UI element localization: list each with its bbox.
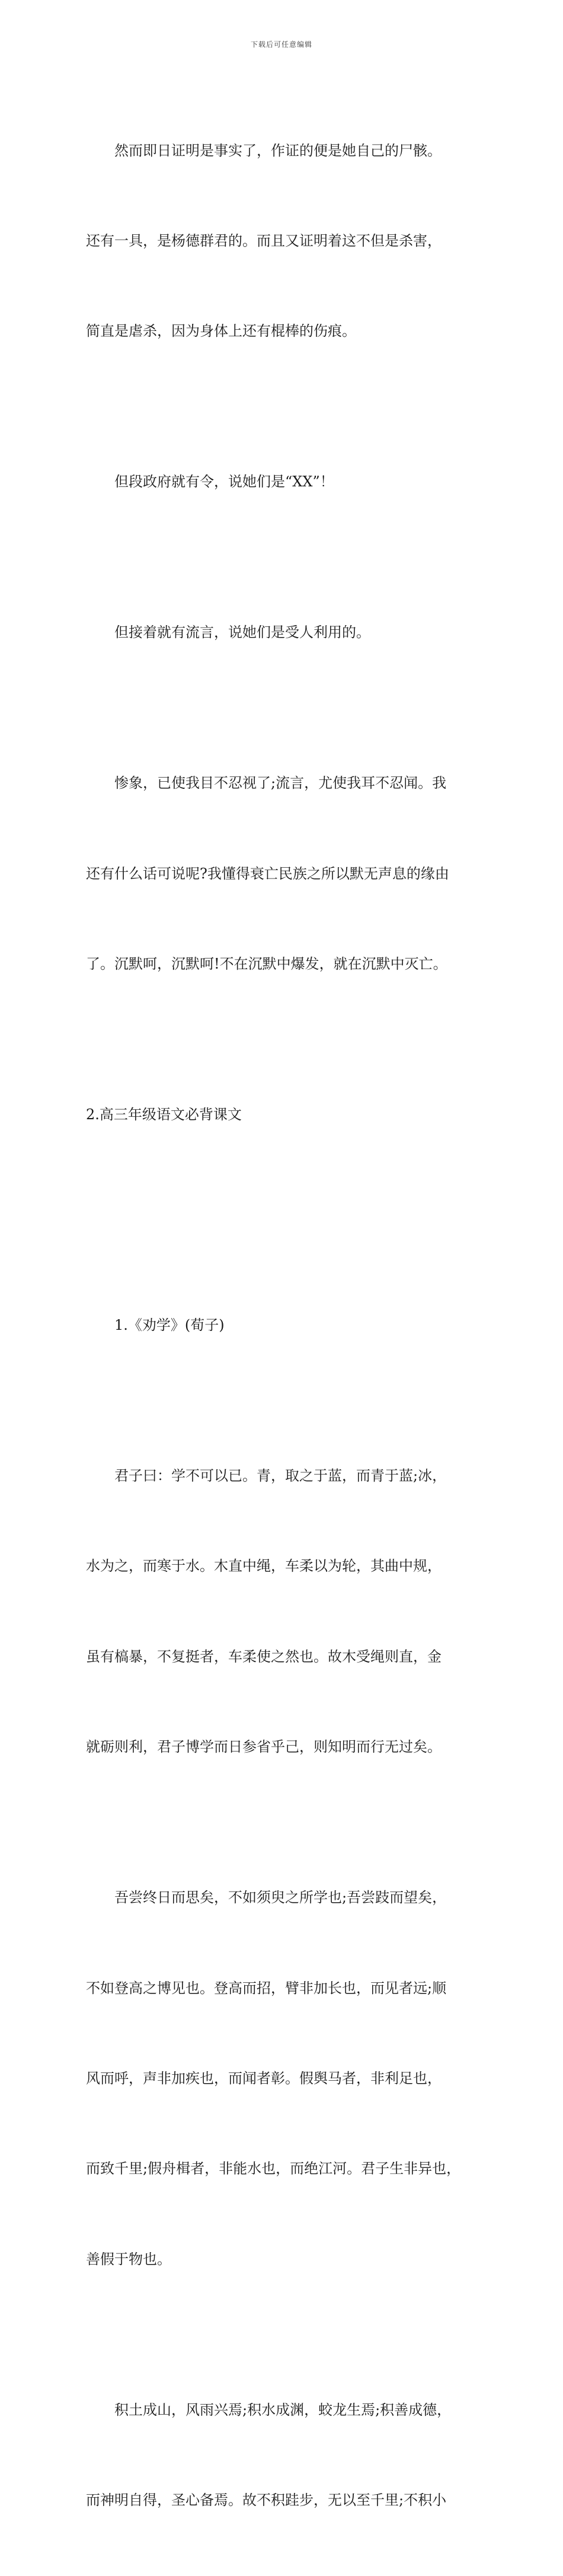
- section-title-text: 2.高三年级语文必背课文: [86, 1106, 242, 1123]
- text-line: 水为之，而寒于水。木直中绳，车柔以为轮，其曲中规，: [86, 1558, 442, 1575]
- paragraph-3: [86, 558, 495, 708]
- document-body: [86, 75, 495, 2576]
- spacer: [86, 1190, 495, 1250]
- text-line: 就砺则利，君子博学而日参省乎己，则知明而行无过矣。: [86, 1738, 442, 1756]
- text-line: 善假于物也。: [86, 2250, 171, 2268]
- text-line: 而神明自得，圣心备焉。故不积跬步，无以至千里;不积小: [86, 2492, 447, 2509]
- text-line: 积土成山，风雨兴焉;积水成渊，蛟龙生焉;积善成德，: [114, 2401, 452, 2418]
- text-line: 而致千里;假舟楫者，非能水也，而绝江河。君子生非异也，: [86, 2160, 461, 2177]
- text-line: 不如登高之博见也。登高而招，臂非加长也，而见者远;顺: [86, 1979, 447, 1997]
- text-line: 简直是虐杀，因为身体上还有棍棒的伤痕。: [86, 323, 356, 340]
- paragraph-2: [86, 407, 495, 558]
- text-line: 还有一具，是杨德群君的。而且又证明着这不但是杀害，: [86, 232, 442, 249]
- section-title: [86, 1040, 495, 1190]
- text-line: 惨象，已使我目不忍视了;流言，尤使我耳不忍闻。我: [114, 775, 447, 792]
- text-line: 虽有槁暴，不复挺者，车柔使之然也。故木受绳则直，金: [86, 1648, 442, 1665]
- text-line: 还有什么话可说呢?我懂得衰亡民族之所以默无声息的缘由: [86, 865, 449, 882]
- text-line: 但段政府就有令，说她们是“XX”！: [114, 473, 334, 491]
- paragraph-1: [86, 75, 495, 407]
- text-line: 君子曰：学不可以已。青，取之于蓝，而青于蓝;冰，: [114, 1467, 447, 1485]
- text-line: 风而呼，声非加疾也，而闻者彰。假舆马者，非利足也，: [86, 2070, 442, 2087]
- text-line: 但接着就有流言，说她们是受人利用的。: [114, 624, 370, 641]
- paragraph-7: [86, 2335, 495, 2575]
- text-line: 吾尝终日而思矣，不如须臾之所学也;吾尝跂而望矣，: [114, 1889, 447, 1906]
- text-line: 了。沉默呵，沉默呵!不在沉默中爆发，就在沉默中灭亡。: [86, 956, 447, 973]
- paragraph-5: [86, 1400, 495, 1822]
- paragraph-4: [86, 708, 495, 1040]
- item-title-text: 1.《劝学》(荀子): [114, 1317, 225, 1334]
- text-line: 然而即日证明是事实了，作证的便是她自己的尸骸。: [114, 142, 442, 159]
- item-title: [86, 1250, 495, 1400]
- header-note: 下载后可任意编辑: [250, 40, 312, 49]
- paragraph-6: [86, 1823, 495, 2335]
